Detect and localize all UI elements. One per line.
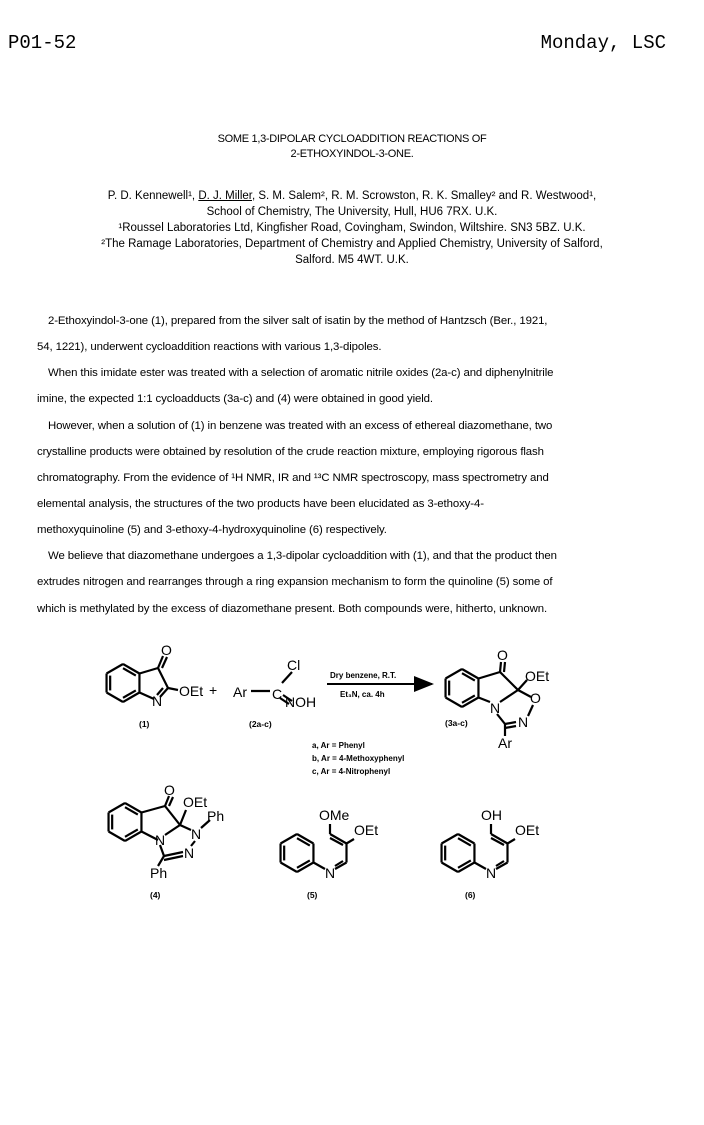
condition-text: Dry benzene, R.T. [330,671,397,680]
compound-label: (1) [139,719,150,729]
bond [168,688,178,690]
bond [164,852,183,856]
compound-label: (2a-c) [249,719,272,729]
body-line: extrudes nitrogen and rearranges through a ring expansion mechanism to form the quinoline (5) some of [37,576,553,588]
compound-label: (5) [307,890,318,900]
body-line: However, when a solution of (1) in benzene was treated with an excess of ethereal diazomethane, two [48,420,553,432]
atom-label: O [164,782,175,798]
atom-label: Cl [287,657,301,673]
atom-label: Ph [150,865,168,881]
bond [165,825,180,835]
affiliation: Salford. M5 4WT. U.K. [295,254,409,266]
bond [442,834,458,844]
authors-post: , S. M. Salem², R. M. Scrowston, R. K. Smalley² and R. Westwood¹, [251,190,597,202]
atom-label: N [152,693,163,709]
session-label: Monday, LSC [540,32,666,54]
paper-title-line1: SOME 1,3-DIPOLAR CYCLOADDITION REACTIONS OF [217,133,487,145]
bond [107,664,123,674]
atom-label: O [497,647,508,663]
substituent-note: c, Ar = 4-Nitrophenyl [312,767,391,776]
bond [107,693,123,703]
atom-label: OEt [515,822,540,838]
bond [500,672,518,690]
atom-label: N [486,865,497,881]
authors-pre: P. D. Kennewell¹, [107,190,199,202]
bond [281,834,297,844]
atom-label: C [272,686,283,702]
body-line: 54, 1221), underwent cycloaddition reactions with various 1,3-dipoles. [37,341,382,353]
compound-label: (6) [465,890,476,900]
bond [314,863,326,870]
bond [500,662,501,672]
bond [180,825,191,830]
bond [158,668,168,688]
bond [505,726,516,728]
bond [475,863,487,870]
atom-label: Ph [207,808,225,824]
bond [282,672,292,683]
atom-label: OEt [354,822,379,838]
presenting-author: D. J. Miller [198,190,252,202]
body-line: which is methylated by the excess of diazomethane present. Both compounds were, hitherto, unknown. [37,603,548,615]
atom-label: N [490,700,501,716]
condition-text: Et₃N, ca. 4h [340,690,385,699]
atom-label: N [155,832,166,848]
bond [142,806,166,813]
body-line: elemental analysis, the structures of the two products have been elucidated as 3-ethoxy-4- [37,498,484,510]
bond [479,698,491,703]
body-line: When this imidate ester was treated with a selection of aromatic nitrile oxides (2a-c) and diphenylnitrile [48,367,554,379]
atom-label: NOH [285,694,317,710]
body-line: imine, the expected 1:1 cycloadducts (3a-c) and (4) were obtained in good yield. [37,393,433,405]
bond [528,705,533,716]
atom-label: N [184,845,195,861]
body-line: chromatography. From the evidence of ¹H NMR, IR and ¹³C NMR spectroscopy, mass spectrometry and [37,472,549,484]
bond [446,698,462,708]
atom-label: Ar [498,735,512,751]
atom-label: OEt [179,683,204,699]
body-line: crystalline products were obtained by resolution of the crude reaction mixture, employing rigorous flash [37,446,544,458]
atom-label: OEt [183,794,208,810]
bond [169,797,173,806]
bond [446,669,462,679]
bond [479,672,501,679]
bond [508,839,516,844]
abstract-code: P01-52 [8,32,77,54]
plus-sign: + [209,682,218,698]
bond [504,662,505,672]
bond [140,668,159,674]
bond [164,856,183,860]
bond [109,803,125,813]
bond [500,690,518,702]
substituent-note: a, Ar = Phenyl [312,741,365,750]
affiliation: School of Chemistry, The University, Hull, HU6 7RX. U.K. [206,206,498,218]
atom-label: OEt [525,668,550,684]
bond [180,810,186,825]
atom-label: N [325,865,336,881]
atom-label: N [518,714,529,730]
atom-label: O [530,690,541,706]
body-line: We believe that diazomethane undergoes a 1,3-dipolar cycloaddition with (1), and that the product then [48,550,557,562]
body-line: methoxyquinoline (5) and 3-ethoxy-4-hydroxyquinoline (6) respectively. [37,524,387,536]
atom-label: O [161,642,172,658]
paper-title-line2: 2-ETHOXYINDOL-3-ONE. [290,148,414,160]
bond [442,863,458,873]
bond [505,722,516,724]
affiliation: ¹Roussel Laboratories Ltd, Kingfisher Road, Covingham, Swindon, Wiltshire. SN3 5BZ. U.K. [118,222,586,234]
bond-lines [107,656,533,872]
compound-label: (3a-c) [445,718,468,728]
bond [281,863,297,873]
affiliation: ²The Ramage Laboratories, Department of Chemistry and Applied Chemistry, University of Salford, [101,238,603,250]
atom-label: Ar [233,684,247,700]
atom-label: N [191,826,202,842]
bond [109,832,125,842]
compound-label: (4) [150,890,161,900]
substituent-note: b, Ar = 4-Methoxyphenyl [312,754,405,763]
atom-label: OMe [319,807,350,823]
bond [165,806,180,825]
bond [347,839,355,844]
body-line: 2-Ethoxyindol-3-one (1), prepared from the silver salt of isatin by the method of Hantzsch (Ber., 1921, [48,315,548,327]
atom-label: OH [481,807,502,823]
